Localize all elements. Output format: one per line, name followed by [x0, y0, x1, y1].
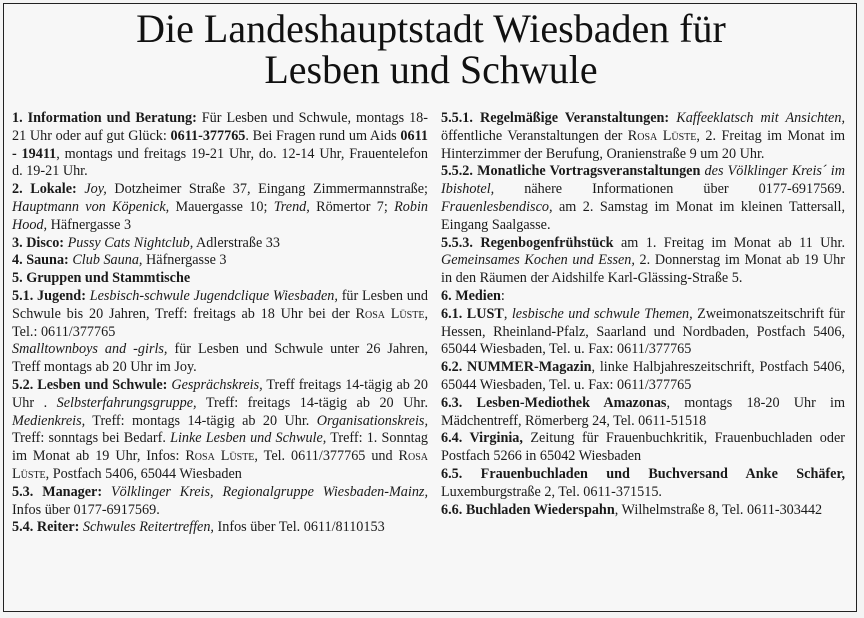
section-lesben-schwule: 5.2. Lesben und Schwule: Gesprächskreis, Treff freitags 14-tägig ab 20 Uhr . Selbsterfahrungsgruppe, Treff: freitags 14-tägig ab 20 Uhr. Medienkreis, Treff: montags 14-tägig ab 20 Uhr. Organisationskreis, Treff: sonntags bei Bedarf. Linke Lesben und Schwule, Treff: 1. Sonntag im Monat ab 19 Uhr, Infos: Rosa Lüste, Tel. 0611/377765 und Rosa Lüste, Postfach 5406, 65044 Wiesbaden	[12, 376, 429, 482]
section-medien: 6. Medien:	[441, 287, 505, 304]
section-vortragsveranstaltungen: 5.5.2. Monatliche Vortragsveranstaltungen des Völklinger Kreis´ im Ibishotel, nähere Informationen über 0177-6917569. Frauenlesbendisco, am 2. Samstag im Monat im kleinen Tattersall, Eingang Saalgasse.	[441, 163, 845, 233]
title-line-2: Lesben und Schwule	[264, 47, 598, 92]
section-mediothek: 6.3. Lesben-Mediothek Amazonas, montags 18-20 Uhr im Mädchentreff, Römerberg 24, Tel. 0611-51518	[441, 394, 845, 429]
section-heading: 5.3. Manager:	[12, 483, 103, 500]
section-heading: 6.6. Buchladen Wiederspahn	[441, 501, 615, 518]
section-heading: 5.4. Reiter:	[12, 519, 80, 536]
section-buchladen-wiederspahn: 6.6. Buchladen Wiederspahn, Wilhelmstraße 8, Tel. 0611-303442	[441, 501, 823, 518]
phone-number: 0611 - 19411	[12, 127, 428, 162]
section-heading: 6.2. NUMMER-Magazin	[441, 359, 592, 376]
section-nummer-magazin: 6.2. NUMMER-Magazin, linke Halbjahreszeitschrift, Postfach 5406, 65044 Wiesbaden, Tel. u. Fax: 0611/377765	[441, 359, 845, 393]
section-regelmaessige-veranstaltungen: 5.5.1. Regelmäßige Veranstaltungen: Kaffeeklatsch mit Ansichten, öffentliche Veranstaltungen der Rosa Lüste, 2. Freitag im Monat im Hinterzimmer der Berufung, Oranienstraße 9 um 20 Uhr.	[441, 110, 845, 162]
section-virginia: 6.4. Virginia, Zeitung für Frauenbuchkritik, Frauenbuchladen oder Postfach 5266 in 65042 Wiesbaden	[441, 430, 845, 465]
section-frauenbuchladen: 6.5. Frauenbuchladen und Buchversand Anke Schäfer, Luxemburgstraße 2, Tel. 0611-371515.	[441, 465, 845, 500]
section-disco: 3. Disco: Pussy Cats Nightclub, Adlerstraße 33	[12, 234, 280, 251]
section-heading: 5.5.3. Regenbogenfrühstück	[441, 234, 614, 251]
section-sauna: 4. Sauna: Club Sauna, Häfnergasse 3	[12, 252, 227, 269]
page-title	[4, 8, 858, 90]
section-manager: 5.3. Manager: Völklinger Kreis, Regionalgruppe Wiesbaden-Mainz, Infos über 0177-6917569.	[12, 483, 429, 518]
section-heading: 6.3. Lesben-Mediothek Amazonas	[441, 394, 667, 411]
section-reiter: 5.4. Reiter: Schwules Reitertreffen, Infos über Tel. 0611/8110153	[12, 519, 385, 536]
section-lokale: 2. Lokale: Joy, Dotzheimer Straße 37, Eingang Zimmermannstraße; Hauptmann von Köpenick, Mauergasse 10; Trend, Römertor 7; Robin Hood, Häfnergasse 3	[12, 181, 428, 233]
section-regenbogenfruehstueck: 5.5.3. Regenbogenfrühstück am 1. Freitag im Monat ab 11 Uhr. Gemeinsames Kochen und Essen, 2. Donnerstag im Monat ab 19 Uhr in den Räumen der Aidshilfe Karl-Glässing-Straße 5.	[441, 234, 845, 287]
section-heading: 5.2. Lesben und Schwule:	[12, 376, 168, 393]
section-heading: 4. Sauna:	[12, 252, 69, 269]
section-heading: 5.5.1. Regelmäßige Veranstaltungen:	[441, 110, 670, 126]
section-heading: 5.5.2. Monatliche Vortragsveranstaltungen	[441, 163, 701, 180]
section-heading: 6. Medien	[441, 287, 501, 304]
section-gruppen	[12, 270, 428, 288]
left-column	[12, 110, 428, 537]
section-heading: 5. Gruppen und Stammtische	[12, 270, 191, 287]
section-heading: 2. Lokale:	[12, 181, 77, 198]
right-column	[441, 110, 845, 519]
section-information: 1. Information und Beratung: Für Lesben und Schwule, montags 18-21 Uhr oder auf gut Glück: 0611-377765. Bei Fragen rund um Aids 0611 - 19411, montags und freitags 19-21 Uhr, do. 12-14 Uhr, Frauentelefon d. 19-21 Uhr.	[12, 110, 428, 180]
section-heading: 3. Disco:	[12, 234, 65, 251]
section-heading: 6.5. Frauenbuchladen und Buchversand Anke Schäfer,	[441, 465, 845, 482]
section-heading: 5.1. Jugend:	[12, 287, 86, 304]
title-line-1: Die Landeshauptstadt Wiesbaden für	[136, 6, 726, 51]
section-heading: 6.1. LUST	[441, 305, 504, 322]
section-jugend: 5.1. Jugend: Lesbisch-schwule Jugendclique Wiesbaden, für Lesben und Schwule bis 20 Jahren, Treff: freitags ab 18 Uhr bei der Rosa Lüste, Tel.: 0611/377765 Smalltownboys and -girls, für Lesben und Schwule unter 26 Jahren, Treff montags ab 20 Uhr im Joy.	[12, 287, 428, 376]
phone-number: 0611-377765	[170, 127, 246, 144]
section-heading: 6.4. Virginia,	[441, 430, 523, 447]
section-lust: 6.1. LUST, lesbische und schwule Themen, Zweimonatszeitschrift für Hessen, Rheinland-Pfalz, Saarland und Nordbaden, Postfach 5406, 65044 Wiesbaden, Tel. u. Fax: 0611/377765	[441, 305, 846, 358]
section-heading: 1. Information und Beratung:	[12, 110, 197, 126]
